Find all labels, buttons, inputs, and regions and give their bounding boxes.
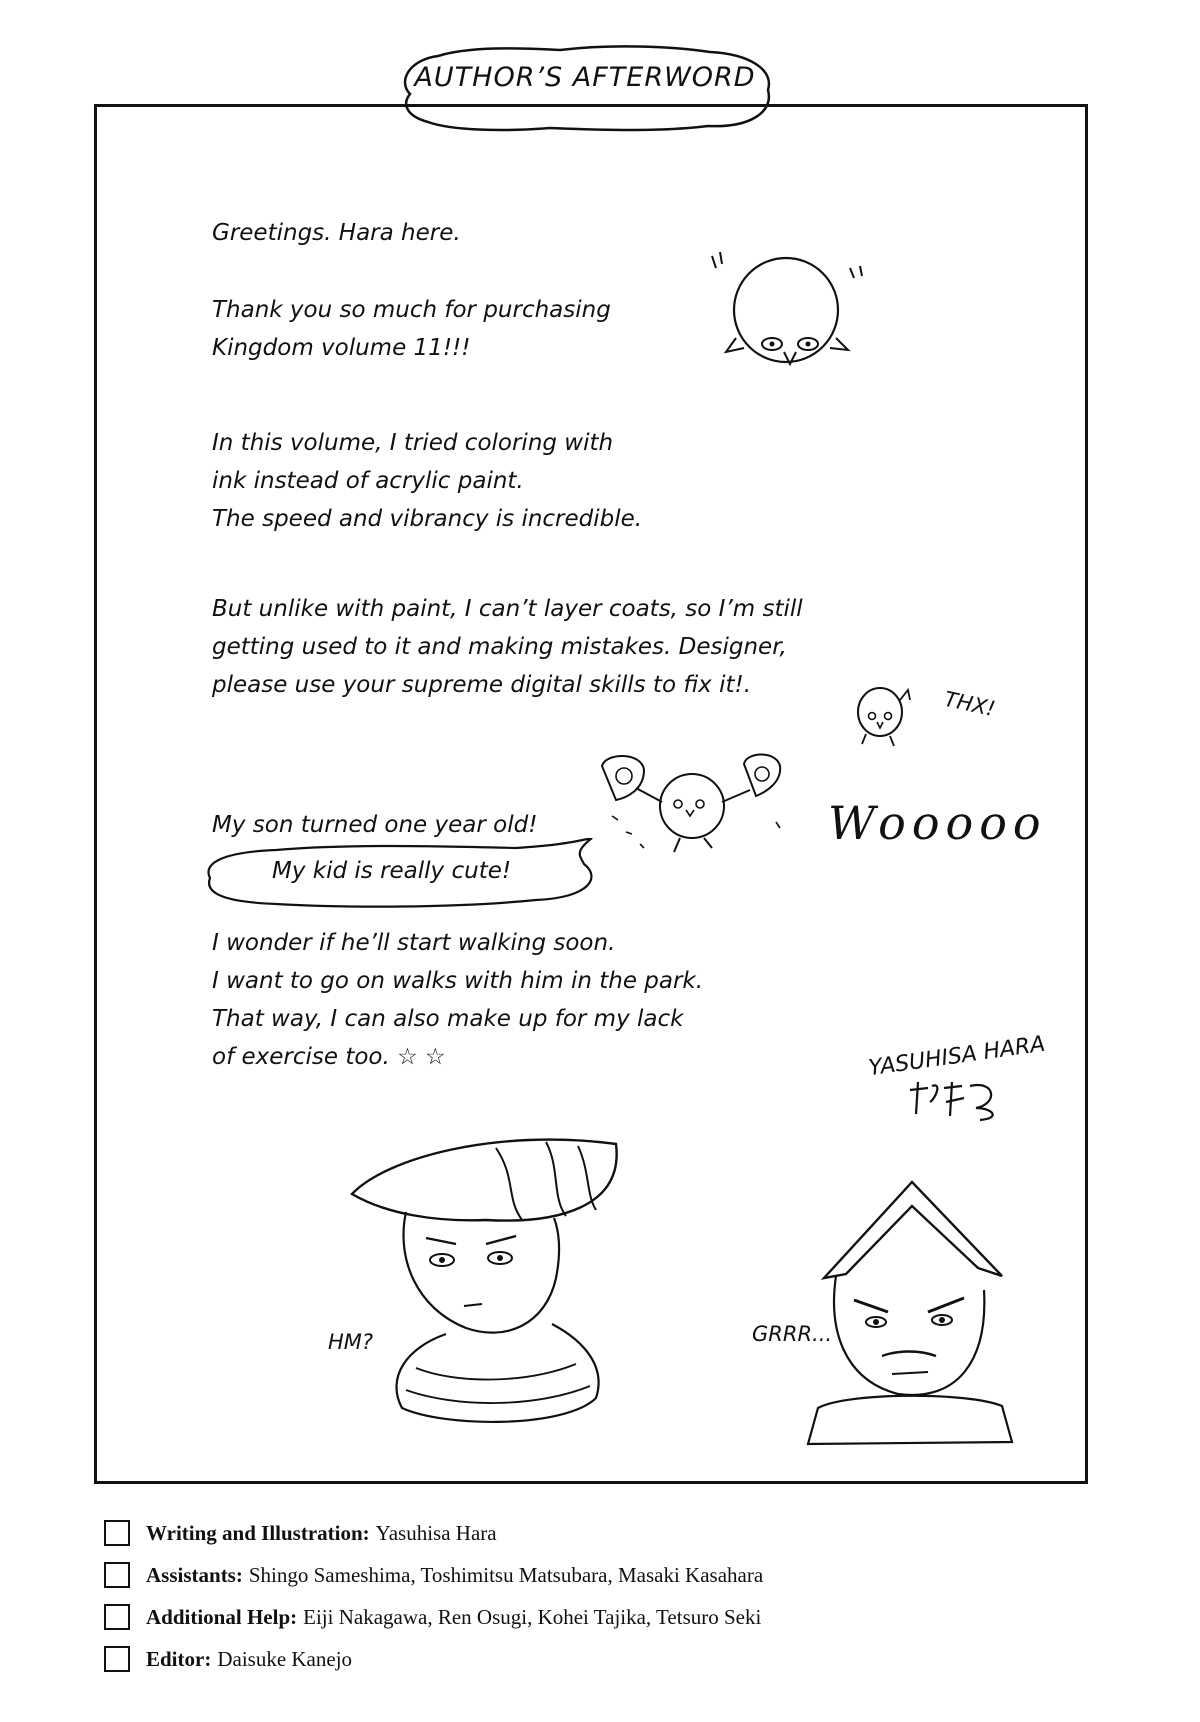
checkbox-icon: [104, 1604, 130, 1630]
credit-assistants: Assistants: Shingo Sameshima, Toshimitsu Matsubara, Masaki Kasahara: [104, 1554, 763, 1596]
credit-writing: Writing and Illustration: Yasuhisa Hara: [104, 1512, 763, 1554]
thx-sound-effect: THX!: [942, 686, 998, 722]
round-bird-drawing: [700, 248, 870, 378]
son-paragraph: My son turned one year old!: [212, 812, 538, 838]
grrr-sound-effect: GRRR...: [752, 1322, 833, 1346]
coloring-paragraph: In this volume, I tried coloring with ink instead of acrylic paint. The speed and vibrancy is incredible.: [212, 430, 643, 532]
bird-with-fans-drawing: [596, 752, 796, 872]
man-with-pointed-hat-drawing: [788, 1180, 1028, 1450]
small-bird-drawing: [850, 678, 920, 750]
wooo-sound-effect: Wooooo: [828, 796, 1047, 850]
boy-with-hat-drawing: [346, 1128, 666, 1468]
credits-list: [104, 1512, 763, 1680]
page-title: AUTHOR’S AFTERWORD: [414, 62, 756, 93]
speech-bubble-text: My kid is really cute!: [272, 858, 512, 884]
checkbox-icon: [104, 1646, 130, 1672]
signature-drawing: [906, 1078, 1006, 1124]
thanks-paragraph: Thank you so much for purchasing Kingdom volume 11!!!: [212, 297, 611, 361]
checkbox-icon: [104, 1562, 130, 1588]
credit-editor: Editor: Daisuke Kanejo: [104, 1638, 763, 1680]
greeting-paragraph: Greetings. Hara here.: [212, 220, 461, 246]
credit-additional-help: Additional Help: Eiji Nakagawa, Ren Osugi, Kohei Tajika, Tetsuro Seki: [104, 1596, 763, 1638]
walking-paragraph: I wonder if he’ll start walking soon. I want to go on walks with him in the park. That way, I can also make up for my lack of exercise too. ☆ ☆: [212, 930, 704, 1070]
hm-sound-effect: HM?: [328, 1330, 374, 1354]
signature-name: YASUHISA HARA: [867, 1031, 1047, 1082]
paint-paragraph: But unlike with paint, I can’t layer coats, so I’m still getting used to it and making mistakes. Designer, please use your supreme digital skills to fix it!.: [212, 596, 803, 698]
checkbox-icon: [104, 1520, 130, 1546]
